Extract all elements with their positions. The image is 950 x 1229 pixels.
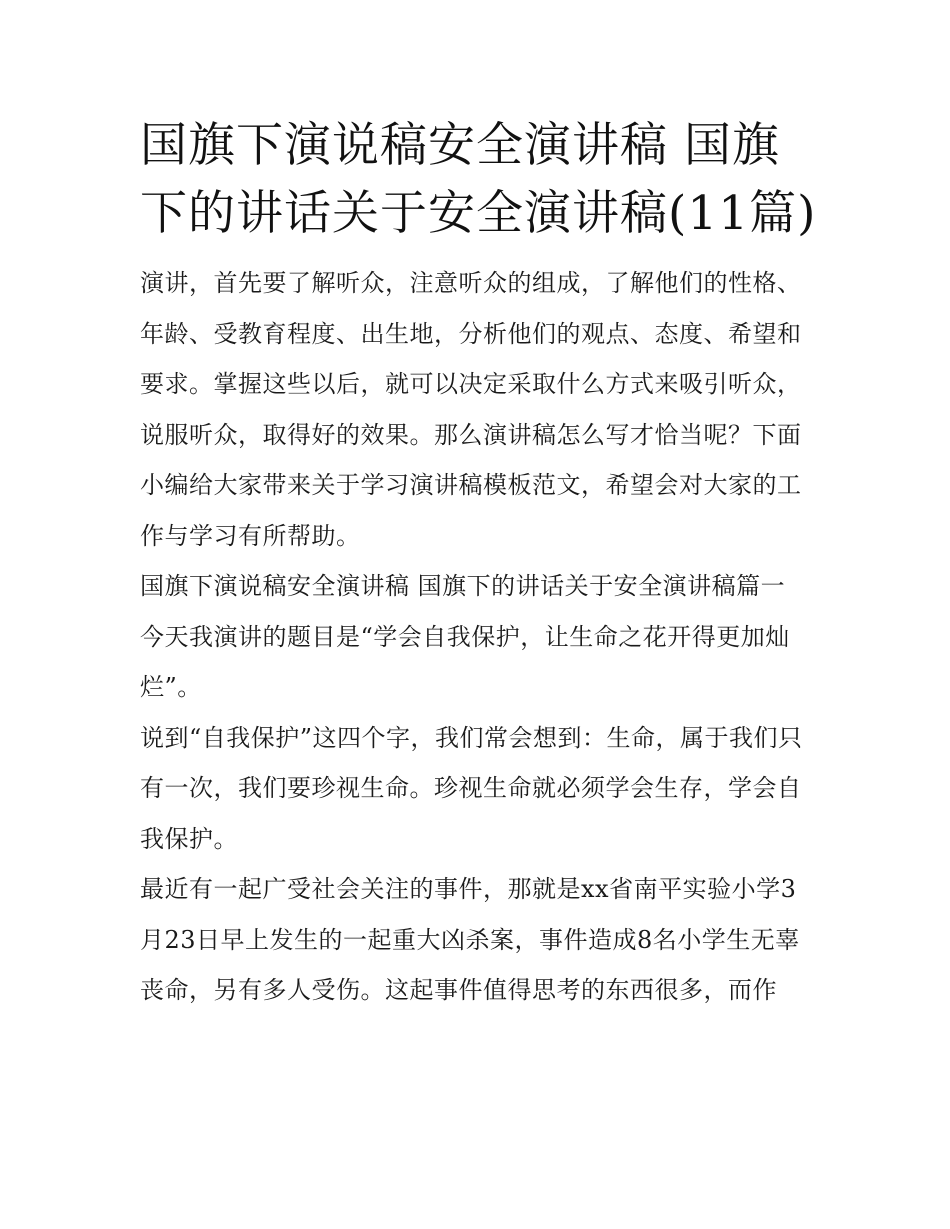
document-page [140, 112, 820, 1016]
speech-topic-paragraph: 今天我演讲的题目是“学会自我保护，让生命之花开得更加灿烂”。 [140, 622, 790, 701]
intro-paragraph: 演讲，首先要了解听众，注意听众的组成，了解他们的性格、年龄、受教育程度、出生地，分析他们的观点、态度、希望和要求。掌握这些以后，就可以决定采取什么方式来吸引听众，说服听众，取得好的效果。那么演讲稿怎么写才恰当呢？下面小编给大家带来关于学习演讲稿模板范文，希望会对大家的工作与学习有所帮助。 [140, 269, 802, 550]
self-protection-paragraph: 说到“自我保护”这四个字，我们常会想到：生命，属于我们只有一次，我们要珍视生命。珍视生命就必须学会生存，学会自我保护。 [140, 723, 803, 853]
incident-paragraph: 最近有一起广受社会关注的事件，那就是xx省南平实验小学3月23日早上发生的一起重大凶杀案，事件造成8名小学生无辜丧命，另有多人受伤。这起事件值得思考的东西很多，而作 [140, 875, 800, 1004]
section-heading: 国旗下演说稿安全演讲稿 国旗下的讲话关于安全演讲稿篇一 [140, 572, 786, 600]
document-body [140, 258, 820, 1016]
document-title: 国旗下演说稿安全演讲稿 国旗下的讲话关于安全演讲稿(11篇) [140, 118, 817, 241]
